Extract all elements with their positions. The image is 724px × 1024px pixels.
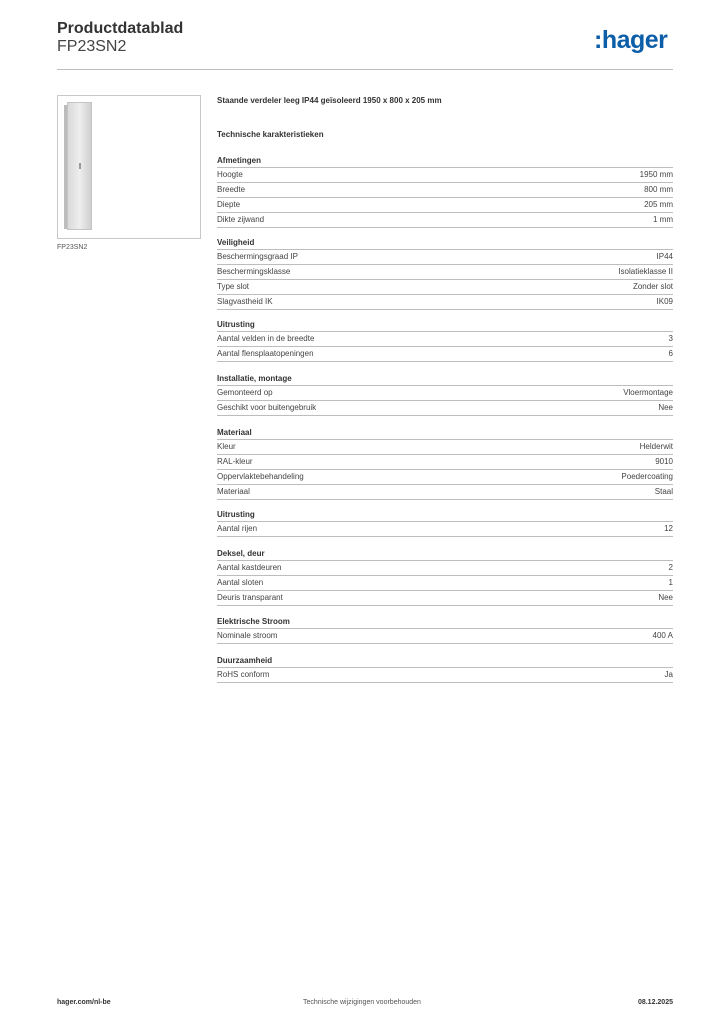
spec-section — [217, 237, 673, 310]
spec-value: 9010 — [655, 457, 673, 466]
spec-row — [217, 295, 673, 310]
spec-row — [217, 440, 673, 455]
section-title: Uitrusting — [217, 319, 673, 332]
spec-value: 2 — [668, 563, 673, 572]
spec-section — [217, 655, 673, 683]
spec-value: Nee — [658, 403, 673, 412]
spec-row — [217, 250, 673, 265]
product-image — [57, 95, 201, 239]
spec-label: Beschermingsklasse — [217, 267, 291, 276]
spec-label: Beschermingsgraad IP — [217, 252, 298, 261]
spec-row — [217, 183, 673, 198]
section-title: Uitrusting — [217, 509, 673, 522]
spec-label: Geschikt voor buitengebruik — [217, 403, 317, 412]
spec-row — [217, 668, 673, 683]
spec-label: Breedte — [217, 185, 246, 194]
spec-section — [217, 155, 673, 228]
spec-value: IP44 — [656, 252, 673, 261]
spec-row — [217, 386, 673, 401]
spec-value: Poedercoating — [621, 472, 673, 481]
spec-label: RoHS conform — [217, 670, 270, 679]
cabinet-handle — [79, 163, 81, 169]
section-title: Materiaal — [217, 427, 673, 440]
spec-value: 1 mm — [653, 215, 673, 224]
header-divider — [57, 69, 673, 70]
spec-section — [217, 427, 673, 500]
spec-value: 800 mm — [644, 185, 673, 194]
spec-label: Gemonteerd op — [217, 388, 273, 397]
spec-row — [217, 401, 673, 416]
spec-label: Aantal sloten — [217, 578, 264, 587]
section-title: Duurzaamheid — [217, 655, 673, 668]
spec-label: RAL-kleur — [217, 457, 253, 466]
footer-date: 08.12.2025 — [637, 999, 673, 1006]
spec-label: Nominale stroom — [217, 631, 278, 640]
spec-section — [217, 373, 673, 416]
spec-value: 3 — [668, 334, 673, 343]
spec-value: 1950 mm — [639, 170, 673, 179]
cabinet-illustration — [67, 102, 92, 230]
spec-value: 12 — [664, 524, 673, 533]
spec-section — [217, 509, 673, 537]
tech-heading: Technische karakteristieken — [217, 130, 324, 139]
spec-label: Diepte — [217, 200, 241, 209]
spec-value: Zonder slot — [632, 282, 673, 291]
spec-row — [217, 485, 673, 500]
footer-website[interactable]: hager.com/nl-be — [57, 999, 111, 1006]
spec-section — [217, 319, 673, 362]
document-title: Productdatablad — [57, 20, 184, 37]
section-title: Elektrische Stroom — [217, 616, 673, 629]
footer-notice: Technische wijzigingen voorbehouden — [303, 999, 421, 1006]
section-title: Deksel, deur — [217, 548, 673, 561]
spec-value: Isolatieklasse II — [618, 267, 673, 276]
spec-label: Deuris transparant — [217, 593, 283, 602]
section-title: Veiligheid — [217, 237, 673, 250]
spec-row — [217, 332, 673, 347]
spec-value: 1 — [668, 578, 673, 587]
spec-value: Vloermontage — [623, 388, 673, 397]
spec-value: IK09 — [656, 297, 673, 306]
spec-label: Type slot — [217, 282, 250, 291]
spec-value: Staal — [654, 487, 673, 496]
spec-value: 400 A — [652, 631, 673, 640]
spec-row — [217, 522, 673, 537]
spec-label: Kleur — [217, 442, 236, 451]
section-title: Installatie, montage — [217, 373, 673, 386]
spec-row — [217, 198, 673, 213]
spec-label: Dikte zijwand — [217, 215, 265, 224]
spec-row — [217, 213, 673, 228]
spec-value: Helderwit — [639, 442, 673, 451]
spec-row — [217, 168, 673, 183]
spec-section — [217, 616, 673, 644]
spec-row — [217, 561, 673, 576]
spec-row — [217, 265, 673, 280]
spec-row — [217, 576, 673, 591]
spec-label: Aantal flensplaatopeningen — [217, 349, 314, 358]
spec-row — [217, 347, 673, 362]
spec-section — [217, 548, 673, 606]
spec-row — [217, 470, 673, 485]
spec-label: Aantal rijen — [217, 524, 258, 533]
spec-label: Aantal kastdeuren — [217, 563, 282, 572]
spec-row — [217, 591, 673, 606]
spec-label: Aantal velden in de breedte — [217, 334, 315, 343]
spec-value: 205 mm — [644, 200, 673, 209]
section-title: Afmetingen — [217, 155, 673, 168]
spec-row — [217, 629, 673, 644]
spec-label: Materiaal — [217, 487, 250, 496]
image-caption: FP23SN2 — [57, 244, 88, 251]
hager-logo — [594, 28, 667, 53]
logo-text: hager — [601, 26, 668, 54]
logo-colon: : — [594, 26, 602, 54]
spec-value: Ja — [664, 670, 673, 679]
spec-value: Nee — [658, 593, 673, 602]
spec-label: Slagvastheid IK — [217, 297, 273, 306]
spec-row — [217, 280, 673, 295]
product-description: Staande verdeler leeg IP44 geïsoleerd 1950 x 800 x 205 mm — [217, 96, 442, 105]
spec-label: Hoogte — [217, 170, 243, 179]
spec-label: Oppervlaktebehandeling — [217, 472, 304, 481]
spec-row — [217, 455, 673, 470]
spec-value: 6 — [668, 349, 673, 358]
product-code: FP23SN2 — [57, 38, 127, 55]
